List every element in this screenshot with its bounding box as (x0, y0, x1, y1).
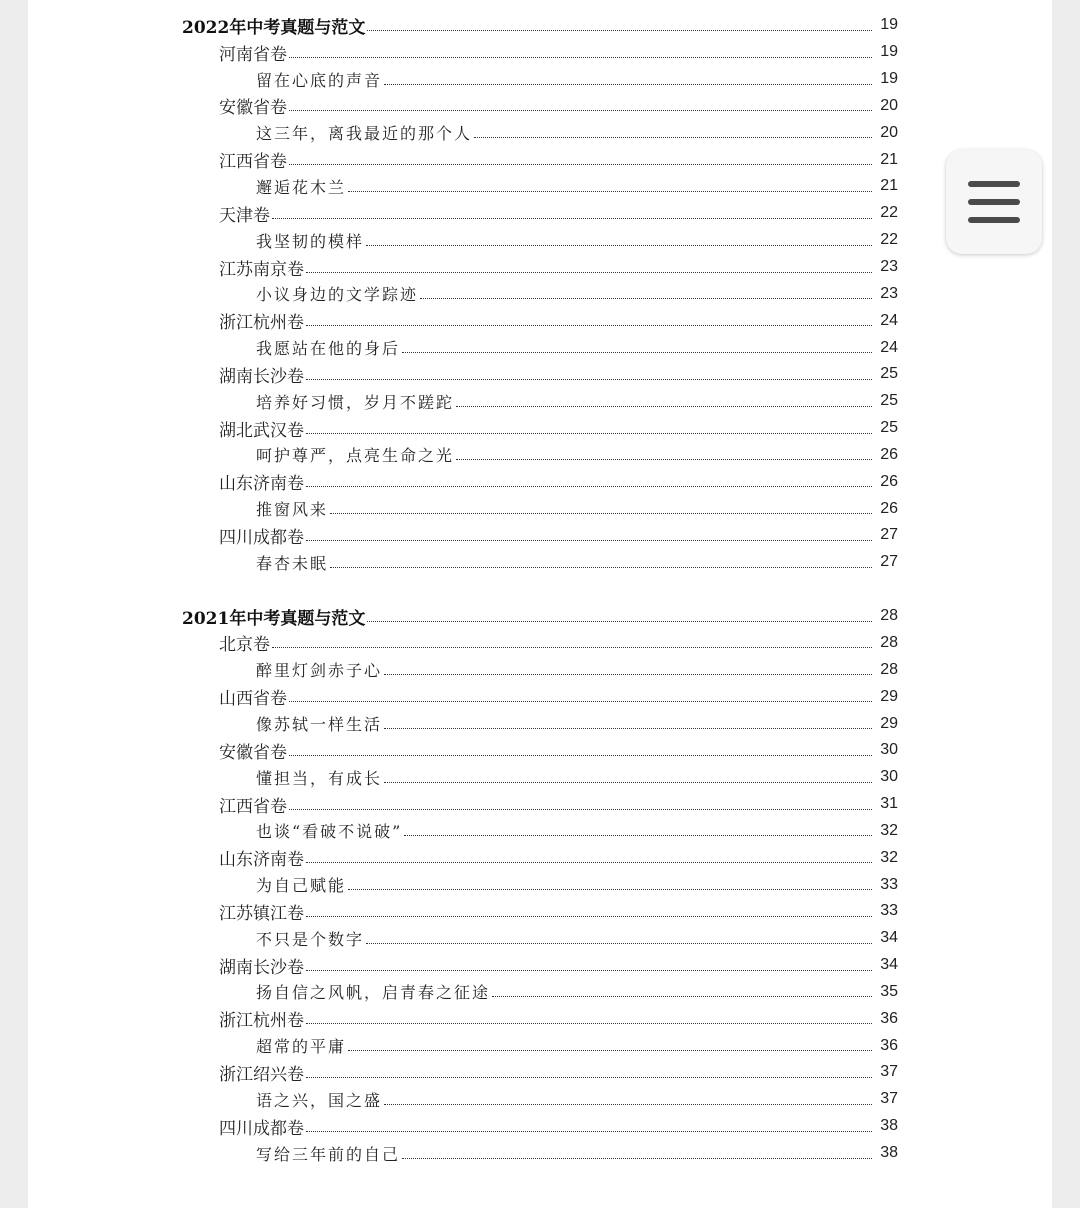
toc-province-entry[interactable]: 安徽省卷 20 (219, 96, 898, 119)
page-number: 28 (880, 660, 898, 678)
page-number: 25 (880, 419, 898, 437)
dot-leader (289, 164, 872, 165)
dot-leader (366, 943, 872, 944)
toc-essay-entry[interactable]: 也谈“看破不说破” 32 (256, 821, 898, 842)
page-number: 31 (880, 795, 898, 813)
page-number: 26 (880, 472, 898, 490)
dot-leader (420, 298, 872, 299)
dot-leader (384, 728, 872, 729)
toc-province-entry[interactable]: 安徽省卷 30 (219, 741, 898, 763)
dot-leader (367, 621, 872, 622)
dot-leader (306, 325, 872, 326)
toc-province-entry[interactable]: 四川成都卷 38 (219, 1117, 898, 1139)
page-number: 21 (880, 177, 898, 195)
toc-essay-entry[interactable]: 呵护尊严，点亮生命之光 26 (256, 445, 898, 466)
toc-province-entry[interactable]: 江西省卷 21 (219, 150, 898, 173)
page-number: 19 (880, 16, 898, 34)
toc-essay-entry[interactable]: 春杏未眠 27 (256, 553, 898, 573)
page-number: 22 (880, 204, 898, 222)
dot-leader (306, 540, 872, 541)
toc-province-entry[interactable]: 湖南长沙卷 34 (219, 956, 898, 978)
menu-button[interactable] (946, 150, 1042, 254)
page-number: 27 (880, 553, 898, 571)
toc-essay-entry[interactable]: 扬自信之风帆，启青春之征途 35 (256, 982, 898, 1003)
toc-province-entry[interactable]: 江苏南京卷 23 (219, 258, 898, 280)
dot-leader (404, 835, 872, 836)
dot-leader (330, 567, 872, 568)
toc-province-entry[interactable]: 湖南长沙卷 25 (219, 365, 898, 387)
toc-province-entry[interactable]: 四川成都卷 27 (219, 526, 898, 548)
page-number: 23 (880, 284, 898, 302)
page-number: 25 (880, 365, 898, 383)
page-number: 35 (880, 982, 898, 1000)
toc-province-entry[interactable]: 浙江杭州卷 24 (219, 311, 898, 334)
toc-essay-entry[interactable]: 推窗风来 26 (256, 499, 898, 520)
dot-leader (306, 916, 872, 917)
dot-leader (366, 245, 872, 246)
toc-province-entry[interactable]: 山西省卷 29 (219, 687, 898, 710)
toc-essay-entry[interactable]: 超常的平庸 36 (256, 1036, 898, 1057)
toc-province-entry[interactable]: 河南省卷 19 (219, 43, 898, 65)
page-number: 29 (880, 714, 898, 732)
page-number: 30 (880, 768, 898, 786)
page-number: 38 (880, 1117, 898, 1135)
toc-section-2022 (28, 12, 1052, 576)
toc-essay-entry[interactable]: 邂逅花木兰 21 (256, 177, 898, 197)
toc-essay-entry[interactable]: 小议身边的文学踪迹 23 (256, 284, 898, 305)
hamburger-menu-icon (968, 181, 1020, 187)
toc-section-heading[interactable]: 2022年中考真题与范文 19 (182, 16, 898, 38)
page-number: 30 (880, 741, 898, 759)
page-number: 26 (880, 445, 898, 463)
page-number: 25 (880, 392, 898, 410)
page-number: 33 (880, 875, 898, 893)
page-number: 22 (880, 231, 898, 249)
toc-essay-entry[interactable]: 写给三年前的自己 38 (256, 1144, 898, 1164)
dot-leader (384, 1104, 872, 1105)
page-number: 21 (880, 150, 898, 168)
dot-leader (402, 352, 872, 353)
dot-leader (289, 701, 872, 702)
dot-leader (348, 1050, 872, 1051)
page-number: 24 (880, 311, 898, 329)
page-number: 28 (880, 633, 898, 651)
dot-leader (289, 755, 872, 756)
toc-essay-entry[interactable]: 语之兴，国之盛 37 (256, 1090, 898, 1110)
page-number: 24 (880, 338, 898, 356)
page-number: 29 (880, 687, 898, 705)
dot-leader (289, 57, 872, 58)
page-number: 28 (880, 607, 898, 625)
page-number: 20 (880, 123, 898, 141)
page-number: 23 (880, 258, 898, 276)
page-number: 32 (880, 848, 898, 866)
toc-province-entry[interactable]: 江西省卷 31 (219, 795, 898, 817)
page-number: 37 (880, 1063, 898, 1081)
toc-province-entry[interactable]: 浙江绍兴卷 37 (219, 1063, 898, 1085)
dot-leader (367, 30, 872, 31)
page-number: 19 (880, 70, 898, 88)
dot-leader (330, 513, 872, 514)
dot-leader (289, 809, 872, 810)
dot-leader (492, 996, 872, 997)
dot-leader (348, 191, 872, 192)
toc-essay-entry[interactable]: 这三年，离我最近的那个人 20 (256, 123, 898, 144)
toc-province-entry[interactable]: 山东济南卷 32 (219, 848, 898, 871)
page-number: 38 (880, 1144, 898, 1162)
toc-essay-entry[interactable]: 我愿站在他的身后 24 (256, 338, 898, 359)
toc-section-heading[interactable]: 2021年中考真题与范文 28 (182, 607, 898, 629)
dot-leader (384, 84, 872, 85)
toc-province-entry[interactable]: 天津卷 22 (219, 204, 898, 226)
dot-leader (306, 433, 872, 434)
toc-essay-entry[interactable]: 我坚韧的模样 22 (256, 231, 898, 251)
page-number: 19 (880, 43, 898, 61)
toc-essay-entry[interactable]: 懂担当，有成长 30 (256, 768, 898, 788)
toc-province-entry[interactable]: 湖北武汉卷 25 (219, 419, 898, 441)
dot-leader (306, 272, 872, 273)
page-number: 36 (880, 1009, 898, 1027)
page-number: 27 (880, 526, 898, 544)
toc-essay-entry[interactable]: 像苏轼一样生活 29 (256, 714, 898, 735)
toc-essay-entry[interactable]: 醉里灯剑赤子心 28 (256, 660, 898, 681)
dot-leader (306, 1077, 872, 1078)
dot-leader (456, 406, 872, 407)
toc-province-entry[interactable]: 北京卷 28 (219, 633, 898, 656)
toc-essay-entry[interactable]: 不只是个数字 34 (256, 929, 898, 949)
document-page (28, 0, 1052, 1208)
dot-leader (306, 486, 872, 487)
toc-section-2021 (28, 603, 1052, 1167)
page-number: 20 (880, 96, 898, 114)
hamburger-menu-icon-bar (968, 199, 1020, 205)
dot-leader (306, 379, 872, 380)
page-number: 33 (880, 902, 898, 920)
dot-leader (384, 782, 872, 783)
dot-leader (306, 970, 872, 971)
dot-leader (384, 674, 872, 675)
dot-leader (289, 110, 872, 111)
toc-province-entry[interactable]: 江苏镇江卷 33 (219, 902, 898, 924)
dot-leader (402, 1158, 872, 1159)
toc-province-entry[interactable]: 浙江杭州卷 36 (219, 1009, 898, 1032)
page-number: 32 (880, 821, 898, 839)
toc-province-entry[interactable]: 山东济南卷 26 (219, 472, 898, 495)
toc-essay-entry[interactable]: 留在心底的声音 19 (256, 70, 898, 90)
page-number: 36 (880, 1036, 898, 1054)
toc-essay-entry[interactable]: 为自己赋能 33 (256, 875, 898, 896)
dot-leader (306, 862, 872, 863)
hamburger-menu-icon-bar (968, 217, 1020, 223)
dot-leader (272, 647, 872, 648)
dot-leader (348, 889, 872, 890)
page-number: 34 (880, 929, 898, 947)
toc-essay-entry[interactable]: 培养好习惯，岁月不蹉跎 25 (256, 392, 898, 412)
dot-leader (306, 1023, 872, 1024)
page-number: 26 (880, 499, 898, 517)
dot-leader (474, 137, 872, 138)
dot-leader (272, 218, 872, 219)
page-number: 37 (880, 1090, 898, 1108)
page-number: 34 (880, 956, 898, 974)
dot-leader (456, 459, 872, 460)
table-of-contents (28, 0, 1052, 1166)
dot-leader (306, 1131, 872, 1132)
